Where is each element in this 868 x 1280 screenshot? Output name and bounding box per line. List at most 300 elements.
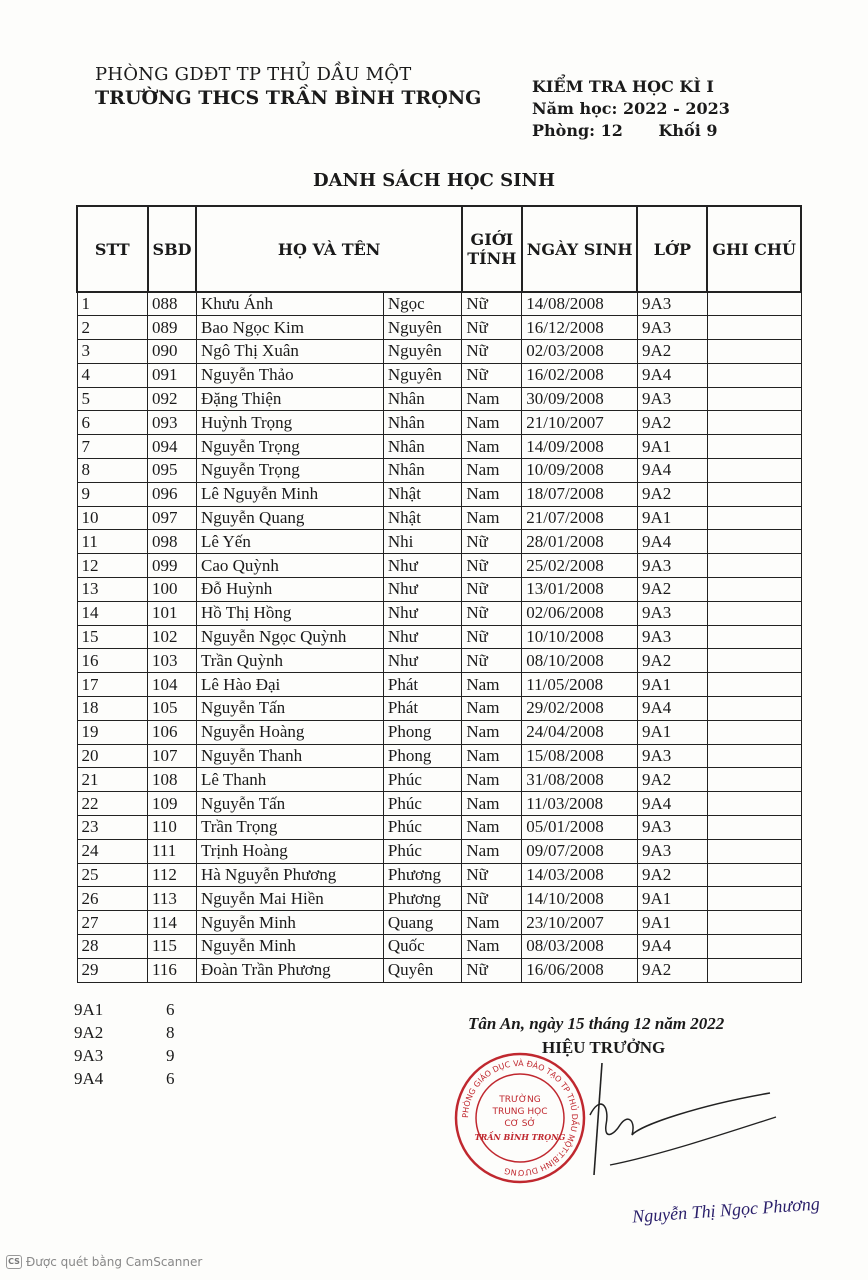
cell-first-name: Phúc [383, 816, 462, 840]
cell-sbd: 099 [148, 554, 197, 578]
cell-first-name: Nhân [383, 459, 462, 483]
cell-last-name: Nguyễn Thanh [196, 744, 383, 768]
table-row [77, 816, 801, 840]
cell-last-name: Nguyễn Quang [196, 506, 383, 530]
cell-last-name: Nguyễn Tấn [196, 792, 383, 816]
cell-class: 9A3 [637, 316, 707, 340]
cell-sbd: 109 [148, 792, 197, 816]
cell-note [707, 625, 801, 649]
cell-gender: Nam [462, 387, 522, 411]
school-name: TRƯỜNG THCS TRẦN BÌNH TRỌNG [95, 87, 482, 109]
cell-note [707, 316, 801, 340]
table-row [77, 839, 801, 863]
cell-last-name: Nguyễn Tấn [196, 697, 383, 721]
cell-note [707, 935, 801, 959]
cell-dob: 15/08/2008 [522, 744, 638, 768]
cell-last-name: Lê Nguyễn Minh [196, 482, 383, 506]
cell-sbd: 094 [148, 435, 197, 459]
cell-last-name: Nguyễn Minh [196, 935, 383, 959]
student-roster-table [76, 205, 802, 983]
cell-dob: 16/06/2008 [522, 958, 638, 982]
cell-first-name: Như [383, 601, 462, 625]
cell-gender: Nữ [462, 363, 522, 387]
cell-last-name: Đoàn Trần Phương [196, 958, 383, 982]
cell-stt: 11 [77, 530, 148, 554]
cell-class: 9A3 [637, 744, 707, 768]
cell-dob: 13/01/2008 [522, 578, 638, 602]
cell-gender: Nam [462, 673, 522, 697]
cell-dob: 21/07/2008 [522, 506, 638, 530]
cell-gender: Nữ [462, 958, 522, 982]
cell-note [707, 435, 801, 459]
cell-gender: Nữ [462, 316, 522, 340]
cell-sbd: 107 [148, 744, 197, 768]
cell-sbd: 098 [148, 530, 197, 554]
svg-text:TRẦN BÌNH TRỌNG: TRẦN BÌNH TRỌNG [474, 1132, 566, 1142]
table-row [77, 744, 801, 768]
header-dob: NGÀY SINH [522, 206, 638, 292]
table-row [77, 578, 801, 602]
cell-note [707, 459, 801, 483]
cell-class: 9A4 [637, 697, 707, 721]
cell-first-name: Phát [383, 697, 462, 721]
header-stt: STT [77, 206, 148, 292]
cell-last-name: Hà Nguyễn Phương [196, 863, 383, 887]
cell-sbd: 096 [148, 482, 197, 506]
exam-title: KIỂM TRA HỌC KÌ I [532, 77, 714, 96]
cell-stt: 19 [77, 720, 148, 744]
cell-stt: 7 [77, 435, 148, 459]
cell-first-name: Nguyên [383, 340, 462, 364]
cell-dob: 31/08/2008 [522, 768, 638, 792]
cell-first-name: Như [383, 649, 462, 673]
cell-dob: 14/08/2008 [522, 292, 638, 316]
table-row [77, 340, 801, 364]
cell-class: 9A3 [637, 554, 707, 578]
cell-sbd: 093 [148, 411, 197, 435]
cell-first-name: Quang [383, 911, 462, 935]
cell-gender: Nữ [462, 863, 522, 887]
header-name: HỌ VÀ TÊN [196, 206, 461, 292]
cell-last-name: Ngô Thị Xuân [196, 340, 383, 364]
cell-class: 9A3 [637, 839, 707, 863]
cell-stt: 17 [77, 673, 148, 697]
cell-sbd: 102 [148, 625, 197, 649]
cell-sbd: 106 [148, 720, 197, 744]
cell-sbd: 100 [148, 578, 197, 602]
cell-dob: 14/10/2008 [522, 887, 638, 911]
cell-stt: 25 [77, 863, 148, 887]
table-row [77, 935, 801, 959]
cell-last-name: Đỗ Huỳnh [196, 578, 383, 602]
cell-class: 9A2 [637, 482, 707, 506]
cell-gender: Nữ [462, 601, 522, 625]
cell-dob: 14/09/2008 [522, 435, 638, 459]
cell-gender: Nam [462, 435, 522, 459]
cell-stt: 13 [77, 578, 148, 602]
cell-dob: 14/03/2008 [522, 863, 638, 887]
table-row [77, 363, 801, 387]
cell-class: 9A1 [637, 911, 707, 935]
scanner-note: Được quét bằng CamScanner [26, 1255, 203, 1269]
cell-stt: 5 [77, 387, 148, 411]
cell-sbd: 092 [148, 387, 197, 411]
cell-sbd: 111 [148, 839, 197, 863]
cell-sbd: 097 [148, 506, 197, 530]
cell-first-name: Ngọc [383, 292, 462, 316]
cell-first-name: Nguyên [383, 316, 462, 340]
cell-note [707, 506, 801, 530]
cell-gender: Nam [462, 792, 522, 816]
cell-gender: Nữ [462, 649, 522, 673]
cell-last-name: Nguyễn Thảo [196, 363, 383, 387]
header-gender [462, 206, 522, 292]
summary-count: 9 [166, 1046, 175, 1065]
table-row [77, 435, 801, 459]
summary-row [74, 1067, 175, 1090]
cell-first-name: Nhân [383, 411, 462, 435]
table-row [77, 768, 801, 792]
table-row [77, 530, 801, 554]
cell-gender: Nam [462, 482, 522, 506]
cell-stt: 26 [77, 887, 148, 911]
cell-last-name: Trịnh Hoàng [196, 839, 383, 863]
cell-stt: 4 [77, 363, 148, 387]
table-row [77, 506, 801, 530]
cell-note [707, 697, 801, 721]
cell-stt: 10 [77, 506, 148, 530]
cell-gender: Nam [462, 459, 522, 483]
cell-note [707, 578, 801, 602]
signature-mark [580, 1055, 780, 1185]
cell-note [707, 292, 801, 316]
cell-first-name: Phong [383, 720, 462, 744]
cell-first-name: Phúc [383, 839, 462, 863]
cell-sbd: 089 [148, 316, 197, 340]
cell-sbd: 088 [148, 292, 197, 316]
cell-sbd: 104 [148, 673, 197, 697]
cell-gender: Nam [462, 697, 522, 721]
cell-dob: 09/07/2008 [522, 839, 638, 863]
cell-class: 9A3 [637, 625, 707, 649]
cell-sbd: 116 [148, 958, 197, 982]
cell-dob: 08/03/2008 [522, 935, 638, 959]
scanner-watermark [6, 1255, 202, 1269]
cell-class: 9A2 [637, 578, 707, 602]
cell-last-name: Trần Quỳnh [196, 649, 383, 673]
room-number: Phòng: 12 [532, 121, 623, 140]
cell-stt: 18 [77, 697, 148, 721]
cell-class: 9A2 [637, 768, 707, 792]
cell-last-name: Trần Trọng [196, 816, 383, 840]
cell-class: 9A1 [637, 887, 707, 911]
cell-stt: 21 [77, 768, 148, 792]
summary-count: 6 [166, 1000, 175, 1019]
table-row [77, 387, 801, 411]
cell-class: 9A4 [637, 935, 707, 959]
cell-class: 9A3 [637, 601, 707, 625]
cell-class: 9A3 [637, 292, 707, 316]
cell-first-name: Phong [383, 744, 462, 768]
cell-gender: Nữ [462, 530, 522, 554]
cell-gender: Nam [462, 506, 522, 530]
cell-note [707, 958, 801, 982]
cell-gender: Nam [462, 839, 522, 863]
cell-class: 9A2 [637, 863, 707, 887]
cell-note [707, 792, 801, 816]
cell-sbd: 114 [148, 911, 197, 935]
cell-last-name: Nguyễn Mai Hiền [196, 887, 383, 911]
cell-note [707, 387, 801, 411]
cell-gender: Nam [462, 935, 522, 959]
cell-first-name: Như [383, 554, 462, 578]
cell-first-name: Quyên [383, 958, 462, 982]
table-row [77, 720, 801, 744]
cell-stt: 2 [77, 316, 148, 340]
cell-note [707, 411, 801, 435]
department-name: PHÒNG GDĐT TP THỦ DẦU MỘT [95, 64, 412, 85]
cell-class: 9A1 [637, 435, 707, 459]
table-row [77, 411, 801, 435]
cell-sbd: 112 [148, 863, 197, 887]
cell-class: 9A3 [637, 387, 707, 411]
header-gender-line1: GIỚI [470, 230, 514, 249]
table-row [77, 792, 801, 816]
cell-sbd: 090 [148, 340, 197, 364]
table-row [77, 316, 801, 340]
cell-class: 9A3 [637, 816, 707, 840]
cell-class: 9A2 [637, 411, 707, 435]
cell-gender: Nam [462, 768, 522, 792]
cell-gender: Nữ [462, 554, 522, 578]
camscanner-icon: CS [6, 1255, 22, 1269]
cell-stt: 8 [77, 459, 148, 483]
cell-note [707, 363, 801, 387]
cell-last-name: Bao Ngọc Kim [196, 316, 383, 340]
table-row [77, 554, 801, 578]
cell-note [707, 340, 801, 364]
cell-last-name: Huỳnh Trọng [196, 411, 383, 435]
cell-last-name: Lê Thanh [196, 768, 383, 792]
cell-dob: 18/07/2008 [522, 482, 638, 506]
cell-last-name: Cao Quỳnh [196, 554, 383, 578]
room-grade-row [532, 120, 730, 142]
cell-stt: 23 [77, 816, 148, 840]
cell-dob: 25/02/2008 [522, 554, 638, 578]
school-year: Năm học: 2022 - 2023 [532, 99, 730, 118]
cell-last-name: Nguyễn Ngọc Quỳnh [196, 625, 383, 649]
cell-dob: 23/10/2007 [522, 911, 638, 935]
cell-gender: Nam [462, 720, 522, 744]
summary-count: 6 [166, 1069, 175, 1088]
cell-stt: 22 [77, 792, 148, 816]
cell-first-name: Phát [383, 673, 462, 697]
summary-row [74, 1021, 175, 1044]
cell-first-name: Như [383, 578, 462, 602]
cell-dob: 11/05/2008 [522, 673, 638, 697]
document-title: DANH SÁCH HỌC SINH [312, 170, 556, 191]
cell-note [707, 673, 801, 697]
cell-last-name: Nguyễn Hoàng [196, 720, 383, 744]
svg-text:TRƯỜNG: TRƯỜNG [499, 1095, 541, 1105]
cell-stt: 28 [77, 935, 148, 959]
cell-class: 9A4 [637, 363, 707, 387]
cell-class: 9A4 [637, 792, 707, 816]
cell-note [707, 744, 801, 768]
cell-first-name: Phúc [383, 768, 462, 792]
cell-last-name: Đặng Thiện [196, 387, 383, 411]
school-seal [452, 1050, 588, 1186]
summary-row [74, 998, 175, 1021]
svg-text:TRUNG HỌC: TRUNG HỌC [492, 1107, 548, 1117]
cell-sbd: 101 [148, 601, 197, 625]
class-count-summary [74, 998, 175, 1090]
cell-note [707, 601, 801, 625]
table-row [77, 958, 801, 982]
cell-last-name: Hồ Thị Hồng [196, 601, 383, 625]
cell-sbd: 091 [148, 363, 197, 387]
table-body [77, 292, 801, 982]
cell-class: 9A4 [637, 459, 707, 483]
cell-note [707, 482, 801, 506]
cell-dob: 11/03/2008 [522, 792, 638, 816]
cell-first-name: Phương [383, 887, 462, 911]
cell-class: 9A4 [637, 530, 707, 554]
header-class: LỚP [637, 206, 707, 292]
cell-stt: 24 [77, 839, 148, 863]
cell-gender: Nam [462, 816, 522, 840]
table-row [77, 887, 801, 911]
cell-note [707, 649, 801, 673]
cell-dob: 10/09/2008 [522, 459, 638, 483]
table-header-row [77, 206, 801, 292]
cell-note [707, 887, 801, 911]
cell-gender: Nữ [462, 625, 522, 649]
signer-name: Nguyễn Thị Ngọc Phương [631, 1193, 821, 1227]
table-row [77, 649, 801, 673]
cell-first-name: Như [383, 625, 462, 649]
header-note: GHI CHÚ [707, 206, 801, 292]
cell-dob: 02/03/2008 [522, 340, 638, 364]
cell-stt: 3 [77, 340, 148, 364]
summary-count: 8 [166, 1023, 175, 1042]
cell-last-name: Lê Hào Đại [196, 673, 383, 697]
cell-note [707, 911, 801, 935]
cell-stt: 29 [77, 958, 148, 982]
cell-first-name: Nhân [383, 435, 462, 459]
header-gender-line2: TÍNH [467, 249, 517, 268]
table-row [77, 697, 801, 721]
cell-last-name: Nguyễn Trọng [196, 459, 383, 483]
cell-stt: 9 [77, 482, 148, 506]
cell-first-name: Phương [383, 863, 462, 887]
cell-gender: Nữ [462, 887, 522, 911]
cell-class: 9A1 [637, 506, 707, 530]
cell-last-name: Nguyễn Minh [196, 911, 383, 935]
summary-class: 9A4 [74, 1069, 104, 1088]
cell-dob: 16/02/2008 [522, 363, 638, 387]
cell-class: 9A1 [637, 673, 707, 697]
table-row [77, 482, 801, 506]
cell-stt: 6 [77, 411, 148, 435]
cell-first-name: Phúc [383, 792, 462, 816]
table-row [77, 673, 801, 697]
summary-class: 9A1 [74, 1000, 104, 1019]
summary-row [74, 1044, 175, 1067]
cell-gender: Nữ [462, 578, 522, 602]
cell-sbd: 115 [148, 935, 197, 959]
cell-gender: Nam [462, 411, 522, 435]
table-row [77, 625, 801, 649]
cell-stt: 16 [77, 649, 148, 673]
table-row [77, 911, 801, 935]
cell-dob: 29/02/2008 [522, 697, 638, 721]
summary-class: 9A3 [74, 1046, 104, 1065]
cell-note [707, 554, 801, 578]
cell-last-name: Lê Yến [196, 530, 383, 554]
summary-class: 9A2 [74, 1023, 104, 1042]
cell-first-name: Nguyên [383, 363, 462, 387]
cell-stt: 1 [77, 292, 148, 316]
cell-stt: 20 [77, 744, 148, 768]
header-sbd: SBD [148, 206, 197, 292]
cell-note [707, 863, 801, 887]
cell-sbd: 105 [148, 697, 197, 721]
seal-ring-text: PHÒNG GIÁO DỤC VÀ ĐÀO TẠO TP THỦ DẦU MỘT-T.BÌNH DƯƠNG [460, 1058, 580, 1178]
cell-sbd: 095 [148, 459, 197, 483]
cell-note [707, 530, 801, 554]
cell-stt: 14 [77, 601, 148, 625]
cell-class: 9A1 [637, 720, 707, 744]
table-row [77, 601, 801, 625]
cell-class: 9A2 [637, 958, 707, 982]
cell-sbd: 103 [148, 649, 197, 673]
cell-sbd: 113 [148, 887, 197, 911]
cell-class: 9A2 [637, 649, 707, 673]
header-left [95, 64, 481, 109]
cell-sbd: 108 [148, 768, 197, 792]
cell-dob: 30/09/2008 [522, 387, 638, 411]
cell-dob: 05/01/2008 [522, 816, 638, 840]
cell-gender: Nam [462, 911, 522, 935]
cell-dob: 21/10/2007 [522, 411, 638, 435]
place-date: Tân An, ngày 15 tháng 12 năm 2022 [468, 1014, 725, 1033]
cell-gender: Nam [462, 744, 522, 768]
cell-dob: 16/12/2008 [522, 316, 638, 340]
table-row [77, 863, 801, 887]
cell-first-name: Nhân [383, 387, 462, 411]
cell-last-name: Nguyễn Trọng [196, 435, 383, 459]
cell-gender: Nữ [462, 292, 522, 316]
cell-gender: Nữ [462, 340, 522, 364]
cell-stt: 12 [77, 554, 148, 578]
cell-dob: 02/06/2008 [522, 601, 638, 625]
cell-class: 9A2 [637, 340, 707, 364]
principal-label: HIỆU TRƯỞNG [542, 1038, 666, 1057]
svg-text:CƠ SỞ: CƠ SỞ [504, 1119, 536, 1129]
table-row [77, 459, 801, 483]
cell-sbd: 110 [148, 816, 197, 840]
cell-stt: 27 [77, 911, 148, 935]
cell-note [707, 816, 801, 840]
cell-note [707, 768, 801, 792]
cell-first-name: Nhi [383, 530, 462, 554]
cell-dob: 28/01/2008 [522, 530, 638, 554]
cell-first-name: Nhật [383, 506, 462, 530]
cell-dob: 08/10/2008 [522, 649, 638, 673]
cell-last-name: Khưu Ánh [196, 292, 383, 316]
cell-dob: 10/10/2008 [522, 625, 638, 649]
